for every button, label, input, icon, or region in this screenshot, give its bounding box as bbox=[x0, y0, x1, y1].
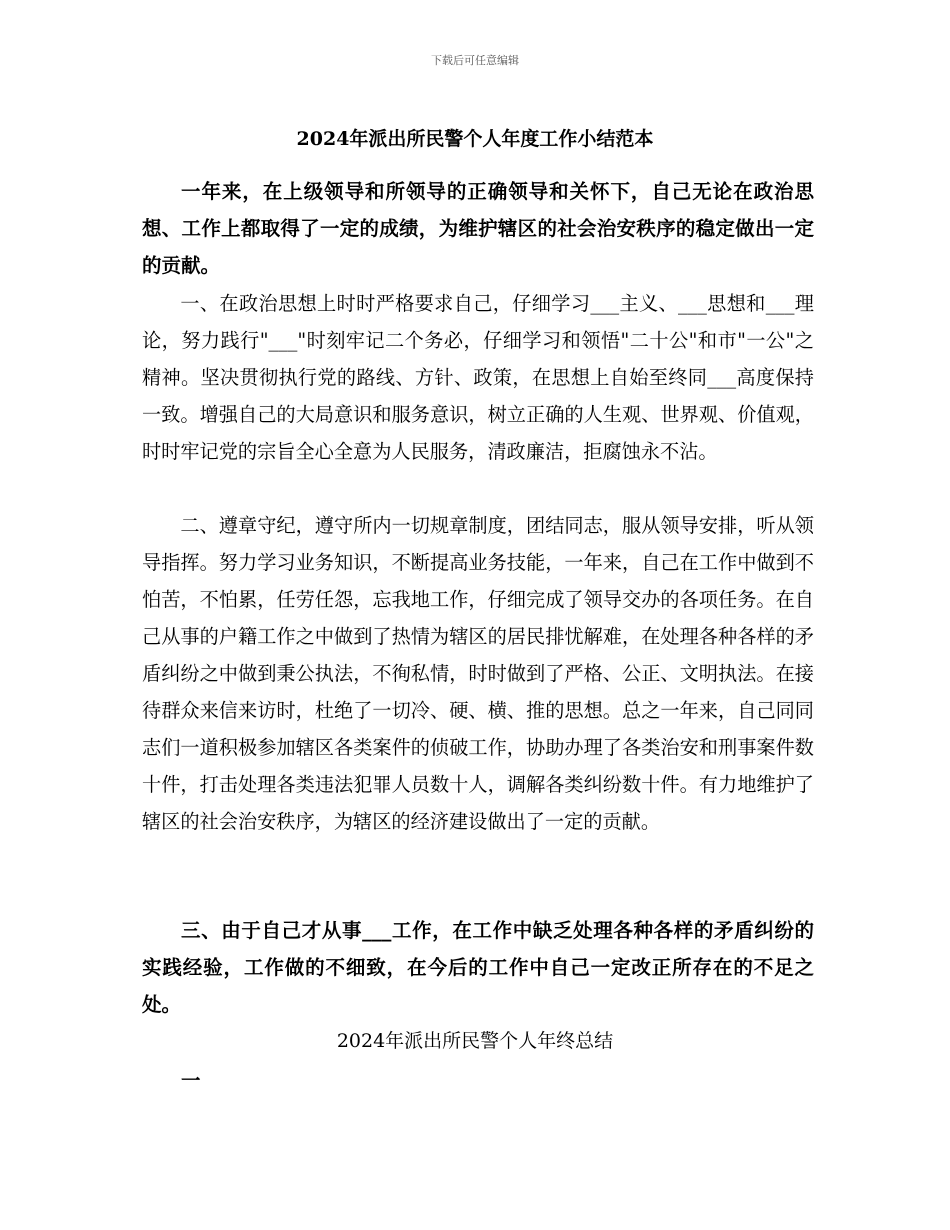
document-title: 2024年派出所民警个人年度工作小结范本 bbox=[296, 128, 654, 150]
paragraph-trailing: 一 bbox=[181, 1069, 201, 1092]
paragraph-section-2: 二、遵章守纪，遵守所内一切规章制度，团结同志，服从领导安排，听从领导指挥。努力学习业务知识，不断提高业务技能，一年来，自己在工作中做到不怕苦，不怕累，任劳任怨，忘我地工作，仔细完成了领导交办的各项任务。在自己从事的户籍工作之中做到了热情为辖区的居民排忧解难，在处理各种各样的矛盾纠纷之中做到秉公执法，不徇私情，时时做到了严格、公正、文明执法。在接待群众来信来访时，杜绝了一切冷、硬、横、推的思想。总之一年来，自己同同志们一道积极参加辖区各类案件的侦破工作，协助办理了各类治安和刑事案件数十件，打击处理各类违法犯罪人员数十人，调解各类纠纷数十件。有力地维护了辖区的社会治安秩序，为辖区的经济建设做出了一定的贡献。 bbox=[142, 514, 814, 833]
header-note: 下载后可任意编辑 bbox=[431, 54, 519, 67]
paragraph-intro: 一年来，在上级领导和所领导的正确领导和关怀下，自己无论在政治思想、工作上都取得了一定的成绩，为维护辖区的社会治安秩序的稳定做出一定的贡献。 bbox=[142, 180, 814, 277]
paragraph-section-3: 三、由于自己才从事___工作，在工作中缺乏处理各种各样的矛盾纠纷的实践经验，工作做的不细致，在今后的工作中自己一定改正所存在的不足之处。 bbox=[142, 919, 814, 1016]
document-subtitle: 2024年派出所民警个人年终总结 bbox=[336, 1030, 614, 1052]
paragraph-section-1: 一、在政治思想上时时严格要求自己，仔细学习___主义、___思想和___理论，努力践行"___"时刻牢记二个务必，仔细学习和领悟"二十公"和市"一公"之精神。坚决贯彻执行党的路线、方针、政策，在思想上自始至终同___高度保持一致。增强自己的大局意识和服务意识，树立正确的人生观、世界观、价值观，时时牢记党的宗旨全心全意为人民服务，清政廉洁，拒腐蚀永不沾。 bbox=[142, 292, 814, 463]
